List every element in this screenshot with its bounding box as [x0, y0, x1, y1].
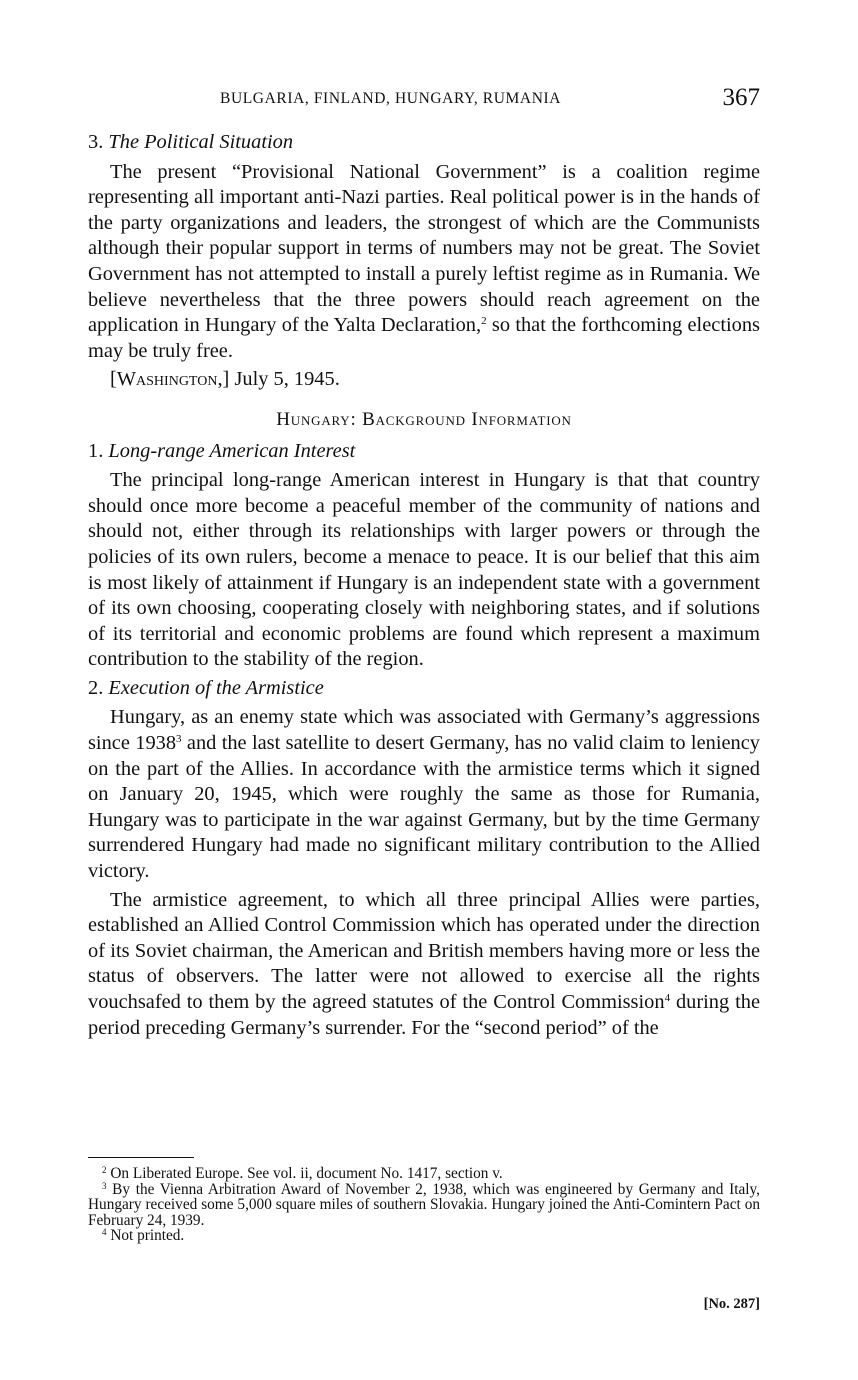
document-number: [No. 287] — [703, 1296, 760, 1312]
section-number: 2. — [88, 676, 104, 699]
paragraph-armistice-1: Hungary, as an enemy state which was associated with Germany’s aggressions since 1938$^3$ and the last satellite to desert Germany, has no valid claim to leniency on the part of the Allies. In accordance with the armistice terms which it signed on January 20, 1945, which were roughly the same as those for Rumania, Hungary was to participate in the war against Germany, but by the time Germany surrendered Hungary had made no significant military contribution to the Allied victory. — [88, 706, 760, 883]
section-number: 1. — [88, 439, 104, 462]
section-number: 3. — [88, 131, 104, 153]
section-title: The Political Situation — [108, 131, 294, 153]
section-title: Long-range American Interest — [108, 439, 356, 462]
running-head — [88, 84, 760, 114]
footnote-3: $^3$ By the Vienna Arbitration Award of November 2, 1938, which was engineered by Germany and Italy, Hungary received some 5,000 square miles of southern Slovakia. Hungary joined the Anti-Comintern Pact on February 24, 1939. — [88, 1180, 760, 1229]
footnote-ref[interactable]: 4 — [664, 992, 671, 1004]
running-title: BULGARIA, FINLAND, HUNGARY, RUMANIA — [220, 90, 562, 107]
footnote-4: $^4$ Not printed. — [102, 1227, 185, 1245]
body-text — [88, 130, 760, 1044]
footnote-ref[interactable]: 2 — [481, 315, 487, 328]
paragraph-political-situation: The present “Provisional National Government” is a coalition regime representing all important anti-Nazi parties. Real political power is in the hands of the party organizations and leaders, the strongest of which are the Communists although their popular support in terms of numbers may not be great. The Soviet Government has not attempted to install a purely leftist regime as in Rumania. We believe nevertheless that the three powers should reach agreement on the application in Hungary of the Yalta Declaration,$^2$ so that the forthcoming elections may be truly free. — [88, 160, 760, 362]
section-title: Execution of the Armistice — [108, 676, 324, 699]
page-number: 367 — [722, 84, 760, 111]
background-heading: Hungary: Background Information — [276, 408, 572, 430]
footnote-2: $^2$ On Liberated Europe. See vol. ii, document No. 1417, section v. — [102, 1165, 503, 1182]
section-1-heading — [88, 439, 760, 465]
dateline-date: July 5, 1945. — [229, 368, 340, 391]
dateline — [88, 367, 760, 393]
paragraph-armistice-2: The armistice agreement, to which all three principal Allies were parties, established an Allied Control Commission which has operated under the direction of its Soviet chairman, the American and British members having more or less the status of observers. The latter were not allowed to exercise all the rights vouchsafed to them by the agreed statutes of the Control Commission$^4$ during the period preceding Germany’s surrender. For the “second period” of the — [88, 888, 761, 1039]
section-2-heading — [88, 676, 760, 702]
footnote-ref[interactable]: 3 — [176, 733, 182, 746]
section-3-heading — [88, 130, 760, 156]
footnotes — [88, 1166, 760, 1244]
dateline-place: [Washington,] — [110, 368, 230, 391]
paragraph-american-interest: The principal long-range American interest in Hungary is that that country should once more become a peaceful member of the community of nations and should not, either through its relationships with larger powers or through the policies of its own rulers, become a menace to peace. It is our belief that this aim is most likely of attainment if Hungary is an independent state with a government of its own choosing, cooperating closely with neighboring states, and if solutions of its territorial and economic problems are found which represent a maximum contribution to the stability of the region. — [88, 469, 760, 671]
footnote-divider — [88, 1157, 194, 1158]
